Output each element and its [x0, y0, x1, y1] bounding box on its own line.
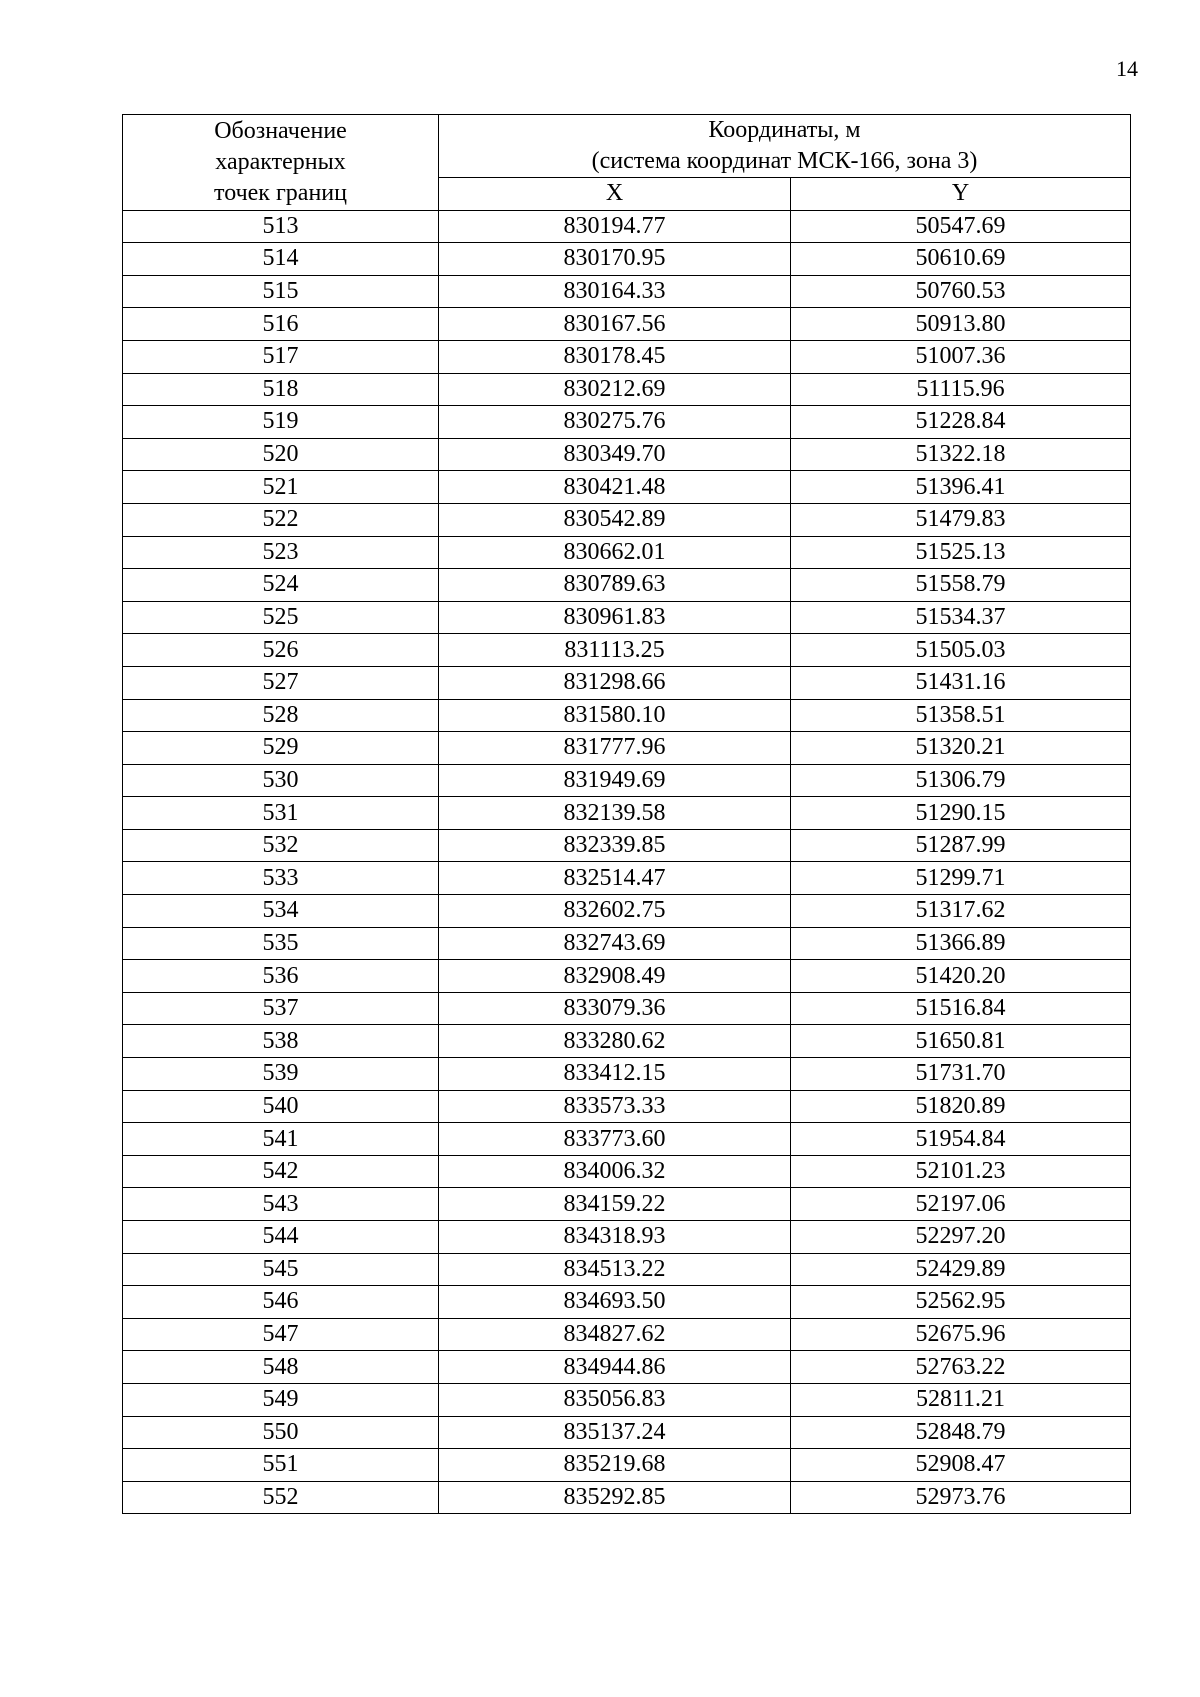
point-id-cell: 535 [123, 927, 439, 960]
table-row [123, 764, 1131, 797]
y-coordinate-cell: 51534.37 [791, 601, 1131, 634]
x-coordinate-cell: 834513.22 [439, 1253, 791, 1286]
point-id-cell: 544 [123, 1221, 439, 1254]
y-coordinate-cell: 51228.84 [791, 406, 1131, 439]
table-row [123, 862, 1131, 895]
designation-header-line: Обозначение [214, 117, 347, 144]
y-coordinate-cell: 52848.79 [791, 1416, 1131, 1449]
y-coordinate-cell: 51396.41 [791, 471, 1131, 504]
table-row [123, 1286, 1131, 1319]
x-coordinate-cell: 833773.60 [439, 1123, 791, 1156]
coordinates-table [122, 114, 1131, 1514]
y-coordinate-cell: 51820.89 [791, 1090, 1131, 1123]
y-coordinate-cell: 51287.99 [791, 829, 1131, 862]
point-id-cell: 513 [123, 210, 439, 243]
point-id-cell: 552 [123, 1481, 439, 1514]
x-coordinate-cell: 835056.83 [439, 1383, 791, 1416]
y-column-header: Y [791, 178, 1131, 211]
y-coordinate-cell: 51358.51 [791, 699, 1131, 732]
x-coordinate-cell: 835219.68 [439, 1449, 791, 1482]
table-row [123, 992, 1131, 1025]
y-coordinate-cell: 51306.79 [791, 764, 1131, 797]
coordinates-header-line: (система координат МСК-166, зона 3) [591, 148, 978, 174]
point-id-cell: 539 [123, 1058, 439, 1091]
y-coordinate-cell: 51366.89 [791, 927, 1131, 960]
point-id-cell: 538 [123, 1025, 439, 1058]
table-row [123, 601, 1131, 634]
point-id-cell: 524 [123, 569, 439, 602]
x-coordinate-cell: 833412.15 [439, 1058, 791, 1091]
x-coordinate-cell: 832602.75 [439, 895, 791, 928]
x-coordinate-cell: 830789.63 [439, 569, 791, 602]
x-coordinate-cell: 830662.01 [439, 536, 791, 569]
x-coordinate-cell: 832139.58 [439, 797, 791, 830]
table-row [123, 569, 1131, 602]
y-coordinate-cell: 52297.20 [791, 1221, 1131, 1254]
y-coordinate-cell: 51299.71 [791, 862, 1131, 895]
table-row [123, 1351, 1131, 1384]
x-coordinate-cell: 834159.22 [439, 1188, 791, 1221]
table-row [123, 895, 1131, 928]
y-coordinate-cell: 52429.89 [791, 1253, 1131, 1286]
y-coordinate-cell: 50913.80 [791, 308, 1131, 341]
y-coordinate-cell: 51731.70 [791, 1058, 1131, 1091]
point-id-cell: 516 [123, 308, 439, 341]
table-row [123, 1090, 1131, 1123]
table-row [123, 1025, 1131, 1058]
y-coordinate-cell: 51650.81 [791, 1025, 1131, 1058]
point-id-cell: 525 [123, 601, 439, 634]
point-id-cell: 526 [123, 634, 439, 667]
table-row [123, 927, 1131, 960]
table-row [123, 275, 1131, 308]
x-coordinate-cell: 831580.10 [439, 699, 791, 732]
table-row [123, 243, 1131, 276]
x-coordinate-cell: 830961.83 [439, 601, 791, 634]
x-coordinate-cell: 834318.93 [439, 1221, 791, 1254]
point-id-cell: 540 [123, 1090, 439, 1123]
table-row [123, 960, 1131, 993]
point-id-cell: 550 [123, 1416, 439, 1449]
point-id-cell: 545 [123, 1253, 439, 1286]
table-row [123, 1253, 1131, 1286]
y-coordinate-cell: 51479.83 [791, 503, 1131, 536]
table-row [123, 471, 1131, 504]
point-id-cell: 522 [123, 503, 439, 536]
y-coordinate-cell: 51558.79 [791, 569, 1131, 602]
y-coordinate-cell: 52763.22 [791, 1351, 1131, 1384]
table-row [123, 1383, 1131, 1416]
table-row [123, 732, 1131, 765]
x-coordinate-cell: 833079.36 [439, 992, 791, 1025]
table-header-row [123, 115, 1131, 178]
designation-header [123, 115, 439, 211]
y-coordinate-cell: 50547.69 [791, 210, 1131, 243]
x-column-header: X [439, 178, 791, 211]
table-row [123, 308, 1131, 341]
y-coordinate-cell: 50610.69 [791, 243, 1131, 276]
y-coordinate-cell: 51954.84 [791, 1123, 1131, 1156]
y-coordinate-cell: 50760.53 [791, 275, 1131, 308]
y-coordinate-cell: 51431.16 [791, 666, 1131, 699]
x-coordinate-cell: 830349.70 [439, 438, 791, 471]
point-id-cell: 519 [123, 406, 439, 439]
y-coordinate-cell: 51320.21 [791, 732, 1131, 765]
x-coordinate-cell: 830275.76 [439, 406, 791, 439]
point-id-cell: 551 [123, 1449, 439, 1482]
x-coordinate-cell: 833573.33 [439, 1090, 791, 1123]
y-coordinate-cell: 52973.76 [791, 1481, 1131, 1514]
x-coordinate-cell: 835292.85 [439, 1481, 791, 1514]
point-id-cell: 520 [123, 438, 439, 471]
table-row [123, 797, 1131, 830]
table-row [123, 1155, 1131, 1188]
x-coordinate-cell: 830167.56 [439, 308, 791, 341]
x-coordinate-cell: 830542.89 [439, 503, 791, 536]
coordinates-header [439, 115, 1131, 178]
point-id-cell: 523 [123, 536, 439, 569]
y-coordinate-cell: 52811.21 [791, 1383, 1131, 1416]
y-coordinate-cell: 51322.18 [791, 438, 1131, 471]
point-id-cell: 514 [123, 243, 439, 276]
table-row [123, 699, 1131, 732]
y-coordinate-cell: 51115.96 [791, 373, 1131, 406]
point-id-cell: 521 [123, 471, 439, 504]
point-id-cell: 517 [123, 340, 439, 373]
x-coordinate-cell: 830194.77 [439, 210, 791, 243]
y-coordinate-cell: 51420.20 [791, 960, 1131, 993]
y-coordinate-cell: 51317.62 [791, 895, 1131, 928]
point-id-cell: 546 [123, 1286, 439, 1319]
table-row [123, 438, 1131, 471]
table-row [123, 829, 1131, 862]
table-row [123, 1058, 1131, 1091]
y-coordinate-cell: 52562.95 [791, 1286, 1131, 1319]
x-coordinate-cell: 830170.95 [439, 243, 791, 276]
table-row [123, 210, 1131, 243]
x-coordinate-cell: 830164.33 [439, 275, 791, 308]
table-row [123, 1221, 1131, 1254]
x-coordinate-cell: 835137.24 [439, 1416, 791, 1449]
table-row [123, 373, 1131, 406]
point-id-cell: 528 [123, 699, 439, 732]
coordinates-header-line: Координаты, м [708, 117, 861, 143]
table-row [123, 666, 1131, 699]
point-id-cell: 527 [123, 666, 439, 699]
point-id-cell: 515 [123, 275, 439, 308]
y-coordinate-cell: 51516.84 [791, 992, 1131, 1025]
page-number: 14 [1116, 56, 1138, 81]
x-coordinate-cell: 832743.69 [439, 927, 791, 960]
point-id-cell: 542 [123, 1155, 439, 1188]
table-row [123, 1481, 1131, 1514]
table-row [123, 1318, 1131, 1351]
x-coordinate-cell: 830421.48 [439, 471, 791, 504]
x-coordinate-cell: 831949.69 [439, 764, 791, 797]
point-id-cell: 531 [123, 797, 439, 830]
table-row [123, 536, 1131, 569]
y-coordinate-cell: 52675.96 [791, 1318, 1131, 1351]
y-coordinate-cell: 52908.47 [791, 1449, 1131, 1482]
table-row [123, 634, 1131, 667]
table-row [123, 340, 1131, 373]
y-coordinate-cell: 52197.06 [791, 1188, 1131, 1221]
point-id-cell: 533 [123, 862, 439, 895]
y-coordinate-cell: 52101.23 [791, 1155, 1131, 1188]
point-id-cell: 543 [123, 1188, 439, 1221]
x-coordinate-cell: 830178.45 [439, 340, 791, 373]
x-coordinate-cell: 834006.32 [439, 1155, 791, 1188]
x-coordinate-cell: 830212.69 [439, 373, 791, 406]
x-coordinate-cell: 831298.66 [439, 666, 791, 699]
y-coordinate-cell: 51007.36 [791, 340, 1131, 373]
point-id-cell: 547 [123, 1318, 439, 1351]
y-coordinate-cell: 51290.15 [791, 797, 1131, 830]
point-id-cell: 536 [123, 960, 439, 993]
point-id-cell: 549 [123, 1383, 439, 1416]
point-id-cell: 537 [123, 992, 439, 1025]
x-coordinate-cell: 834827.62 [439, 1318, 791, 1351]
table-row [123, 1123, 1131, 1156]
point-id-cell: 534 [123, 895, 439, 928]
point-id-cell: 548 [123, 1351, 439, 1384]
x-coordinate-cell: 831777.96 [439, 732, 791, 765]
point-id-cell: 541 [123, 1123, 439, 1156]
x-coordinate-cell: 832908.49 [439, 960, 791, 993]
x-coordinate-cell: 834944.86 [439, 1351, 791, 1384]
table-row [123, 1416, 1131, 1449]
x-coordinate-cell: 833280.62 [439, 1025, 791, 1058]
x-coordinate-cell: 831113.25 [439, 634, 791, 667]
x-coordinate-cell: 832339.85 [439, 829, 791, 862]
designation-header-line: точек границ [214, 179, 347, 206]
table-body [123, 210, 1131, 1514]
y-coordinate-cell: 51505.03 [791, 634, 1131, 667]
x-coordinate-cell: 832514.47 [439, 862, 791, 895]
point-id-cell: 529 [123, 732, 439, 765]
y-coordinate-cell: 51525.13 [791, 536, 1131, 569]
point-id-cell: 532 [123, 829, 439, 862]
x-coordinate-cell: 834693.50 [439, 1286, 791, 1319]
table-row [123, 1449, 1131, 1482]
point-id-cell: 530 [123, 764, 439, 797]
table-row [123, 406, 1131, 439]
designation-header-line: характерных [215, 148, 346, 175]
table-row [123, 1188, 1131, 1221]
point-id-cell: 518 [123, 373, 439, 406]
table-row [123, 503, 1131, 536]
